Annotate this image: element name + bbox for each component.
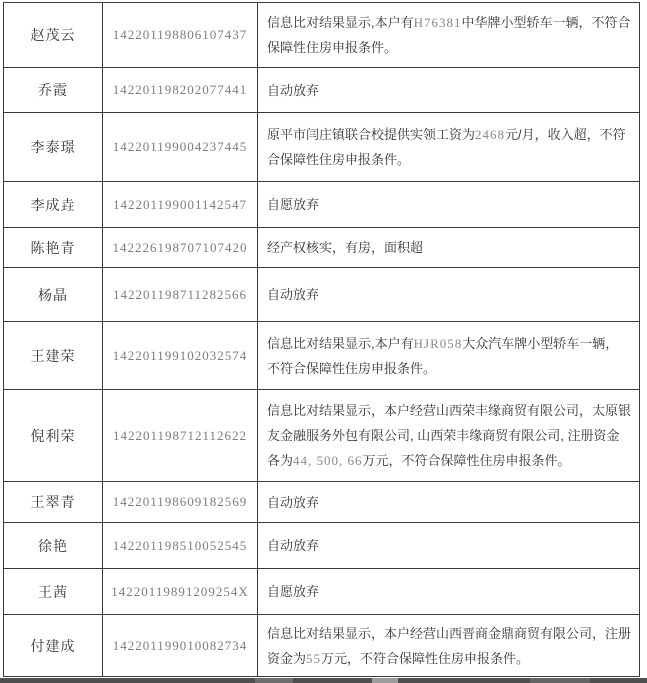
reason-cell — [258, 68, 639, 112]
reason-numeric-segment: HJR058 — [413, 335, 463, 351]
reason-cell — [258, 113, 639, 181]
reason-text-segment: 自动放弃 — [267, 82, 320, 98]
name-cell: 赵茂云 — [4, 3, 103, 67]
reason-numeric-segment: H76381 — [413, 15, 462, 30]
table-row — [4, 3, 639, 68]
table-row — [4, 482, 639, 523]
table-row — [4, 182, 639, 228]
table-row — [4, 322, 639, 390]
reason-cell — [258, 615, 639, 676]
table-row — [4, 523, 639, 569]
reason-text-segment: 万元，不符合保障性住房申报条件。 — [362, 453, 571, 468]
name-cell: 徐艳 — [4, 523, 103, 568]
id-number-cell: 142201199102032574 — [103, 322, 258, 389]
id-number-cell: 142201198711282566 — [103, 268, 258, 321]
name-cell: 杨晶 — [4, 268, 103, 321]
table-row — [4, 615, 639, 676]
table-row — [4, 569, 639, 615]
name-cell: 付建成 — [4, 615, 103, 676]
eligibility-review-table — [3, 2, 640, 677]
id-number-cell: 142201198202077441 — [103, 68, 258, 112]
id-number-cell: 142201198806107437 — [103, 3, 258, 67]
name-cell: 王建荣 — [4, 322, 103, 389]
id-number-cell: 142201198510052545 — [103, 523, 258, 568]
reason-numeric-segment: 44, 500, 66 — [293, 453, 363, 468]
reason-text-segment: 自动放弃 — [267, 538, 320, 553]
reason-cell — [258, 3, 639, 67]
table-row — [4, 113, 639, 182]
reason-numeric-segment: 55 — [306, 650, 322, 666]
name-cell: 李成垚 — [4, 182, 103, 227]
reason-cell — [258, 268, 639, 321]
id-number-cell: 142201199001142547 — [103, 182, 258, 227]
reason-text-segment: 自愿放弃 — [267, 197, 320, 212]
reason-text-segment: 大众汽车牌小型轿车一辆，不符合保障性住房申报条件。 — [267, 335, 619, 376]
reason-text-segment: 自动放弃 — [267, 494, 320, 510]
reason-cell — [258, 482, 639, 522]
name-cell: 王茜 — [4, 569, 103, 614]
bottom-edge-patch — [530, 678, 590, 683]
reason-text-segment: 万元，不符合保障性住房申报条件。 — [321, 650, 530, 666]
bottom-edge-patch — [255, 678, 293, 683]
bottom-edge-artifact — [0, 678, 647, 683]
reason-cell — [258, 182, 639, 227]
reason-cell — [258, 569, 639, 614]
name-cell: 乔霞 — [4, 68, 103, 112]
id-number-cell: 142201198712112622 — [103, 390, 258, 481]
reason-text-segment: 中华牌小型轿车一辆，不符合保障性住房申报条件。 — [267, 15, 631, 55]
table-row — [4, 68, 639, 113]
reason-text-segment: 信息比对结果显示，本户经营山西荣丰缘商贸有限公司，太原银友金融服务外包有限公司, 山西荣丰缘商贸有限公司, 注册资金各为 — [267, 403, 632, 468]
reason-cell — [258, 322, 639, 389]
table-row — [4, 268, 639, 322]
reason-cell — [258, 228, 639, 267]
reason-text-segment: 原平市闫庄镇联合校提供实领工资为 — [267, 127, 476, 142]
reason-text-segment: 自愿放弃 — [267, 584, 320, 599]
reason-numeric-segment: 2468 — [475, 127, 506, 142]
table-row — [4, 228, 639, 268]
name-cell: 倪利荣 — [4, 390, 103, 481]
id-number-cell: 142201198609182569 — [103, 482, 258, 522]
id-number-cell: 142201199010082734 — [103, 615, 258, 676]
reason-text-segment: 元/月，收入超，不符合保障性住房申报条件。 — [267, 127, 626, 167]
reason-text-segment: 自动放弃 — [267, 287, 320, 302]
reason-text-segment: 信息比对结果显示,本户有 — [267, 335, 414, 351]
reason-cell — [258, 523, 639, 568]
reason-text-segment: 信息比对结果显示,本户有 — [267, 15, 414, 30]
name-cell: 李泰璟 — [4, 113, 103, 181]
name-cell: 陈艳青 — [4, 228, 103, 267]
table-row — [4, 390, 639, 482]
reason-text-segment: 经产权核实，有房，面积超 — [267, 240, 424, 255]
id-number-cell: 142226198707107420 — [103, 228, 258, 267]
name-cell: 王翠青 — [4, 482, 103, 522]
reason-text-segment: 信息比对结果显示，本户经营山西晋商金鼎商贸有限公司，注册资金为 — [267, 625, 632, 666]
id-number-cell: 142201199004237445 — [103, 113, 258, 181]
reason-cell — [258, 390, 639, 481]
bottom-edge-patch — [372, 678, 398, 683]
id-number-cell: 14220119891209254X — [103, 569, 258, 614]
